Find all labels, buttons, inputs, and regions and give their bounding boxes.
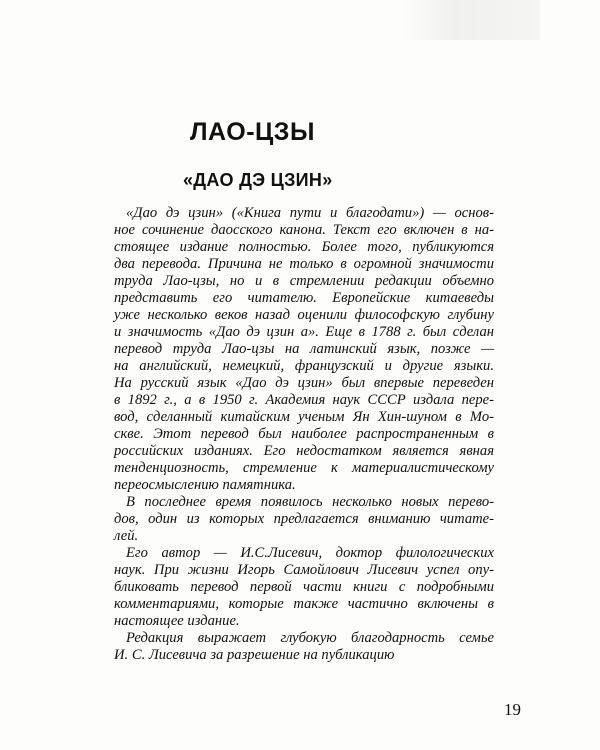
text-line: комментариями, которые также частично включены в (114, 596, 494, 612)
text-line: наук. При жизни Игорь Самойлович Лисевич успел опу- (114, 562, 494, 578)
text-line: перевод труда Лао-цзы на латинский язык, позже — (114, 341, 494, 357)
text-line: настоящее издание. (114, 613, 240, 629)
text-line: на английский, немецкий, французский и другие языки. (114, 358, 494, 374)
text-line: уже несколько веков назад оценили философскую глубину (114, 307, 494, 323)
text-line: Его автор — И.С.Лисевич, доктор филологических (126, 545, 494, 561)
text-line: представить его читателю. Европейские китаеведы (114, 290, 494, 306)
chapter-title: ЛАО-ЦЗЫ (190, 118, 315, 146)
text-line: вод, сделанный китайским ученым Ян Хин-шуном в Мо- (114, 409, 494, 425)
body-text (114, 205, 494, 664)
text-line: дов, один из которых предлагается вниманию читате- (114, 511, 494, 527)
text-line: Редакция выражает глубокую благодарность семье (126, 630, 494, 646)
text-line: стоящее издание полностью. Более того, публикуются (114, 239, 494, 255)
show-through-shadow (400, 0, 540, 40)
text-line: переосмыслению памятника. (114, 477, 296, 493)
text-line: два перевода. Причина не только в огромной значимости (114, 256, 494, 272)
text-line: На русский язык «Дао дэ цзин» был впервые переведен (114, 375, 494, 391)
text-line: В последнее время появилось несколько новых перево- (126, 494, 494, 510)
section-title: «ДАО ДЭ ЦЗИН» (183, 170, 333, 190)
text-line: бликовать перевод первой части книги с подробными (114, 579, 494, 595)
text-line: «Дао дэ цзин» («Книга пути и благодати») — основ- (126, 205, 494, 221)
text-line: лей. (114, 528, 139, 544)
text-line: тенденциозность, стремление к материалистическому (114, 460, 494, 476)
text-line: в 1892 г., а в 1950 г. Академия наук СССР издала пере- (114, 392, 494, 408)
text-line: труда Лао-цзы, но и в стремлении редакции объемно (114, 273, 494, 289)
page-number: 19 (504, 700, 521, 719)
text-line: скве. Этот перевод был наиболее распространенным в (114, 426, 494, 442)
text-line: И. С. Лисевича за разрешение на публикацию (114, 647, 395, 663)
text-line: российских изданиях. Его недостатком является явная (114, 443, 494, 459)
text-line: и значимость «Дао дэ цзин а». Еще в 1788 г. был сделан (114, 324, 494, 340)
text-line: ное сочинение даосского канона. Текст его включен в на- (114, 222, 494, 238)
